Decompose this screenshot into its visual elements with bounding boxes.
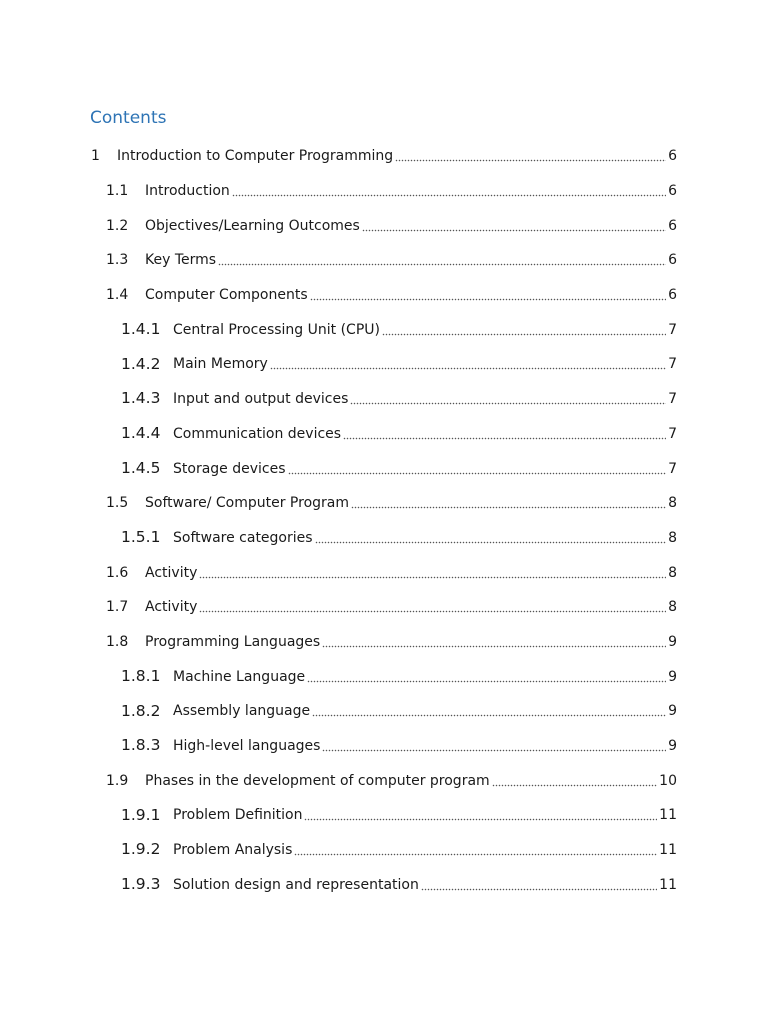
dot-leader <box>421 888 657 891</box>
toc-entry-number: 1.2 <box>106 217 129 234</box>
toc-entry-title[interactable]: Solution design and representation <box>173 876 419 893</box>
dot-leader <box>218 263 666 266</box>
toc-entry[interactable] <box>0 798 768 833</box>
toc-entry[interactable] <box>0 278 768 313</box>
toc-entry[interactable] <box>0 729 768 764</box>
dot-leader <box>312 714 666 717</box>
toc-entry-line <box>173 392 677 406</box>
toc-entry-page-number: 7 <box>668 391 677 408</box>
toc-entry-line <box>173 808 677 822</box>
toc-entry-line <box>145 288 677 302</box>
toc-entry-page-number: 8 <box>668 599 677 616</box>
toc-entry[interactable] <box>0 659 768 694</box>
toc-entry-page-number: 11 <box>659 876 677 893</box>
toc-entry-number: 1.8.2 <box>121 701 161 720</box>
toc-entry-page-number: 7 <box>668 321 677 338</box>
toc-entry-line <box>173 357 677 371</box>
toc-entry-page-number: 9 <box>668 703 677 720</box>
toc-entry-line <box>173 704 677 718</box>
toc-entry-line <box>173 878 677 892</box>
dot-leader <box>315 541 667 544</box>
toc-entry-line <box>145 253 677 267</box>
toc-entry-page-number: 6 <box>668 183 677 200</box>
toc-entry-page-number: 9 <box>668 738 677 755</box>
toc-entry-number: 1.8.1 <box>121 666 161 685</box>
toc-entry-title[interactable]: Activity <box>145 599 198 616</box>
toc-entry-number: 1.9.1 <box>121 805 161 824</box>
toc-entry-title[interactable]: Introduction to Computer Programming <box>117 148 394 165</box>
toc-entry[interactable] <box>0 451 768 486</box>
dot-leader <box>395 159 666 162</box>
toc-entry-number: 1.4.4 <box>121 424 161 443</box>
toc-entry-page-number: 6 <box>668 148 677 165</box>
toc-entry[interactable] <box>0 555 768 590</box>
dot-leader <box>288 472 667 475</box>
dot-leader <box>492 784 658 787</box>
dot-leader <box>307 680 666 683</box>
toc-entry-number: 1.9 <box>106 772 129 789</box>
toc-entry-title[interactable]: Software/ Computer Program <box>145 495 349 512</box>
toc-entry[interactable] <box>0 833 768 868</box>
dot-leader <box>199 576 666 579</box>
toc-heading: Contents <box>90 108 167 128</box>
dot-leader <box>310 298 666 301</box>
toc-entry-line <box>145 774 677 788</box>
toc-entry-number: 1.4 <box>106 287 129 304</box>
toc-entry-title[interactable]: Phases in the development of computer program <box>145 772 490 789</box>
toc-entry-title[interactable]: Communication devices <box>173 425 342 442</box>
table-of-contents <box>0 139 768 902</box>
toc-entry-number: 1.3 <box>106 252 129 269</box>
toc-entry-title[interactable]: Objectives/Learning Outcomes <box>145 217 360 234</box>
toc-entry-number: 1.6 <box>106 564 129 581</box>
toc-entry-number: 1.1 <box>106 183 129 200</box>
toc-entry-number: 1.4.5 <box>121 458 161 477</box>
toc-entry[interactable] <box>0 312 768 347</box>
toc-entry-page-number: 6 <box>668 217 677 234</box>
toc-entry-number: 1.9.3 <box>121 875 161 894</box>
toc-entry-page-number: 7 <box>668 425 677 442</box>
toc-entry-page-number: 8 <box>668 529 677 546</box>
toc-entry-title[interactable]: Machine Language <box>173 668 306 685</box>
toc-entry-title[interactable]: Programming Languages <box>145 633 321 650</box>
dot-leader <box>343 437 666 440</box>
toc-entry-page-number: 9 <box>668 668 677 685</box>
toc-entry[interactable] <box>0 174 768 209</box>
toc-entry-line <box>145 496 677 510</box>
toc-entry-page-number: 7 <box>668 460 677 477</box>
toc-entry[interactable] <box>0 382 768 417</box>
toc-entry-page-number: 8 <box>668 564 677 581</box>
toc-entry-line <box>173 670 677 684</box>
toc-entry[interactable] <box>0 694 768 729</box>
toc-entry-page-number: 8 <box>668 495 677 512</box>
toc-entry[interactable] <box>0 521 768 556</box>
toc-entry-title[interactable]: Activity <box>145 564 198 581</box>
dot-leader <box>270 367 666 370</box>
toc-entry-title[interactable]: Input and output devices <box>173 391 349 408</box>
toc-entry-title[interactable]: Problem Definition <box>173 807 303 824</box>
toc-entry[interactable] <box>0 417 768 452</box>
dot-leader <box>199 610 666 613</box>
toc-entry-line <box>173 531 677 545</box>
toc-entry-line <box>117 149 677 163</box>
toc-entry[interactable] <box>0 867 768 902</box>
toc-entry-number: 1.9.2 <box>121 840 161 859</box>
toc-entry-title[interactable]: Central Processing Unit (CPU) <box>173 321 380 338</box>
toc-entry-page-number: 6 <box>668 252 677 269</box>
toc-entry-number: 1.8.3 <box>121 736 161 755</box>
dot-leader <box>322 749 666 752</box>
toc-entry-line <box>173 739 677 753</box>
dot-leader <box>351 506 666 509</box>
toc-entry[interactable] <box>0 486 768 521</box>
toc-entry-page-number: 11 <box>659 807 677 824</box>
toc-entry-title[interactable]: Storage devices <box>173 460 286 477</box>
toc-entry-title[interactable]: Computer Components <box>145 287 308 304</box>
dot-leader <box>304 818 657 821</box>
toc-entry-number: 1.4.3 <box>121 389 161 408</box>
dot-leader <box>294 853 657 856</box>
toc-entry-title[interactable]: High-level languages <box>173 738 321 755</box>
toc-entry-line <box>173 843 677 857</box>
toc-entry-line <box>173 427 677 441</box>
toc-entry-title[interactable]: Key Terms <box>145 252 217 269</box>
dot-leader <box>362 229 666 232</box>
toc-entry-line <box>173 462 677 476</box>
toc-entry-line <box>145 219 677 233</box>
toc-entry-page-number: 7 <box>668 356 677 373</box>
dot-leader <box>350 402 666 405</box>
toc-entry-page-number: 11 <box>659 842 677 859</box>
toc-entry-line <box>145 566 677 580</box>
toc-entry-number: 1.4.1 <box>121 320 161 339</box>
toc-entry-title[interactable]: Introduction <box>145 183 230 200</box>
toc-entry[interactable] <box>0 243 768 278</box>
toc-entry-number: 1.5 <box>106 495 129 512</box>
toc-entry-line <box>145 600 677 614</box>
toc-entry[interactable] <box>0 139 768 174</box>
toc-entry-title[interactable]: Software categories <box>173 529 313 546</box>
toc-entry-title[interactable]: Main Memory <box>173 356 268 373</box>
toc-entry-line <box>145 635 677 649</box>
toc-entry-page-number: 9 <box>668 633 677 650</box>
toc-entry[interactable] <box>0 590 768 625</box>
toc-entry-number: 1.5.1 <box>121 528 161 547</box>
toc-entry-number: 1.8 <box>106 633 129 650</box>
toc-entry-line <box>173 323 677 337</box>
toc-entry-page-number: 6 <box>668 287 677 304</box>
dot-leader <box>322 645 666 648</box>
toc-entry-number: 1.4.2 <box>121 354 161 373</box>
toc-entry-number: 1.7 <box>106 599 129 616</box>
toc-entry[interactable] <box>0 625 768 660</box>
toc-entry-number: 1 <box>91 148 100 165</box>
toc-entry[interactable] <box>0 208 768 243</box>
toc-entry-title[interactable]: Assembly language <box>173 703 311 720</box>
toc-entry-title[interactable]: Problem Analysis <box>173 842 293 859</box>
toc-entry[interactable] <box>0 763 768 798</box>
dot-leader <box>232 194 666 197</box>
toc-entry[interactable] <box>0 347 768 382</box>
dot-leader <box>382 333 666 336</box>
toc-entry-page-number: 10 <box>659 772 677 789</box>
toc-entry-line <box>145 184 677 198</box>
